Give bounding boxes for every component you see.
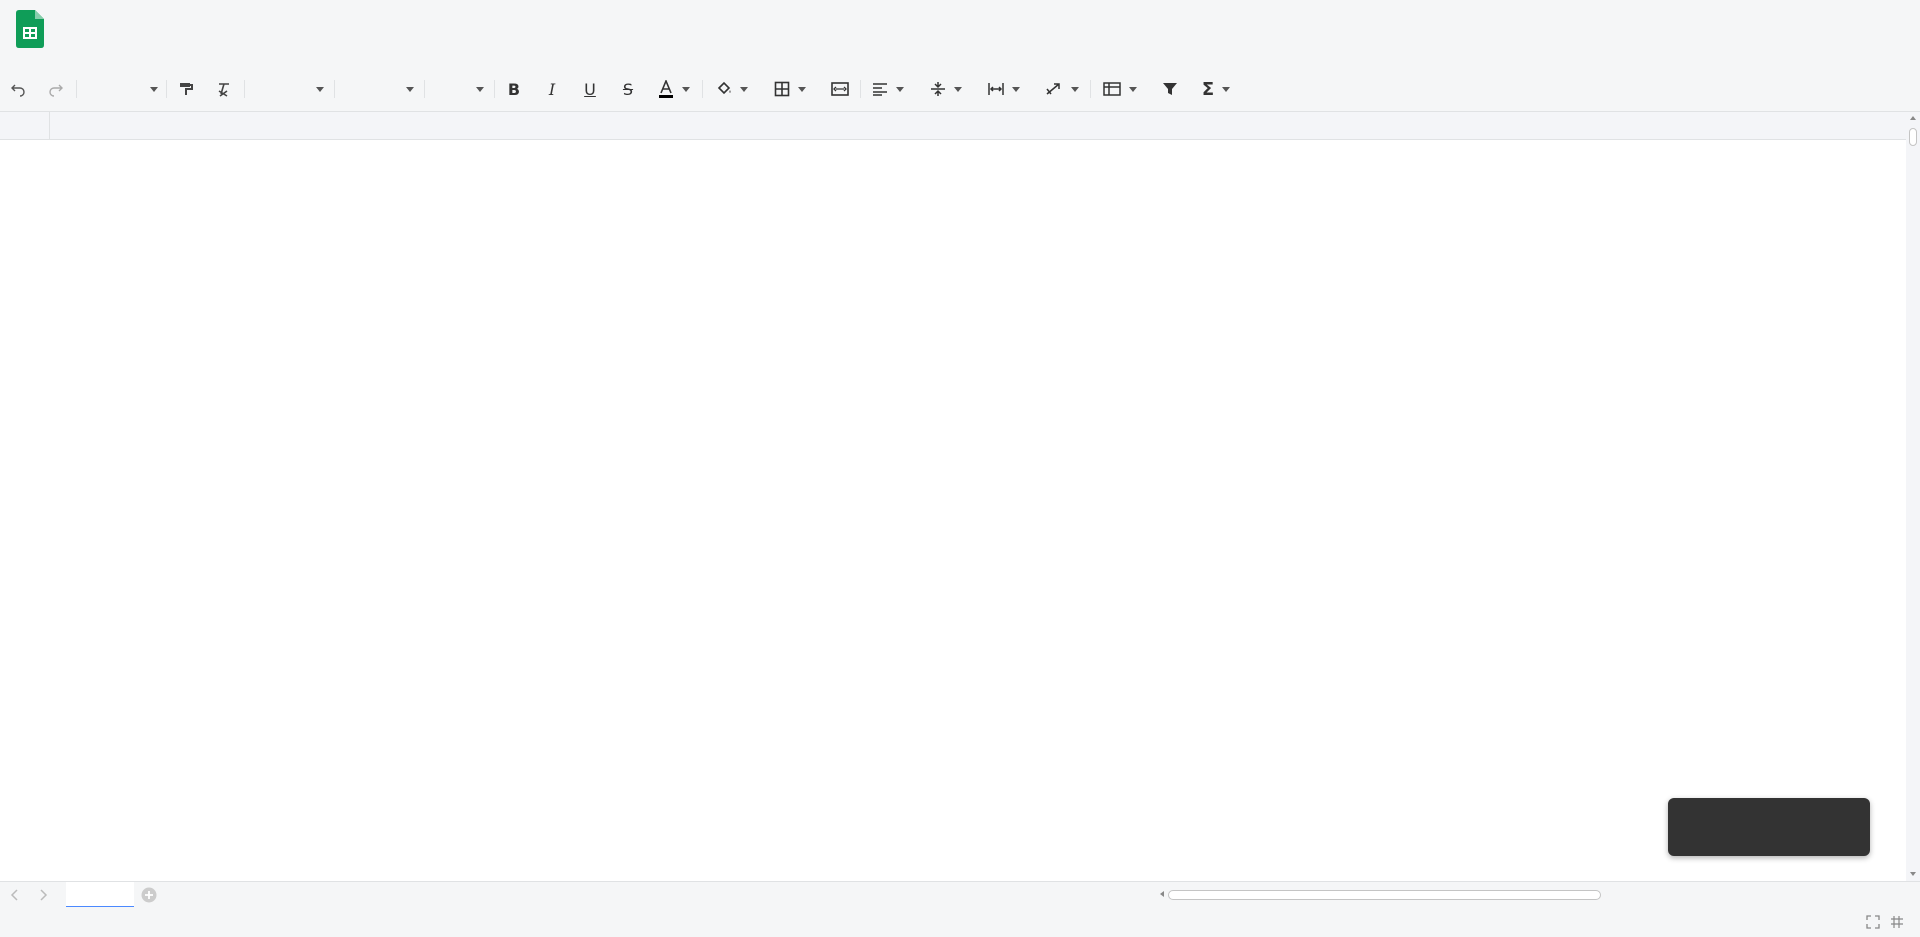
status-bar xyxy=(0,907,1920,937)
bold-icon[interactable]: B xyxy=(507,79,521,99)
spreadsheet-grid[interactable] xyxy=(0,112,1906,881)
text-color-icon[interactable] xyxy=(654,76,694,102)
scroll-up-icon[interactable] xyxy=(1909,114,1917,122)
sheet-tab-bar xyxy=(0,881,1920,907)
text-wrap-icon[interactable] xyxy=(984,76,1024,102)
fill-color-icon[interactable] xyxy=(712,76,752,102)
scroll-down-icon[interactable] xyxy=(1909,870,1917,878)
horizontal-scrollbar[interactable] xyxy=(1158,887,1908,901)
chevron-down-icon xyxy=(798,87,806,92)
border-icon[interactable] xyxy=(770,76,810,102)
horizontal-scroll-thumb[interactable] xyxy=(1168,890,1601,900)
valign-icon[interactable] xyxy=(926,76,966,102)
sheet-canvas[interactable] xyxy=(0,112,1906,881)
next-sheet-icon[interactable] xyxy=(38,889,48,901)
chevron-down-icon xyxy=(1222,87,1230,92)
version-toast[interactable] xyxy=(1668,798,1870,856)
paint-format-icon[interactable] xyxy=(174,76,198,102)
chevron-down-icon xyxy=(896,87,904,92)
filter-icon[interactable] xyxy=(1158,76,1182,102)
chevron-down-icon xyxy=(1012,87,1020,92)
select-all-corner[interactable] xyxy=(0,112,50,140)
underline-icon[interactable]: U xyxy=(584,79,596,99)
merge-icon[interactable] xyxy=(828,76,852,102)
font-family-select[interactable] xyxy=(338,76,416,102)
prev-sheet-icon[interactable] xyxy=(10,889,20,901)
chevron-down-icon xyxy=(1129,87,1137,92)
zoom-select[interactable] xyxy=(82,76,160,102)
chevron-down-icon xyxy=(954,87,962,92)
italic-icon[interactable]: I xyxy=(548,79,556,99)
function-icon[interactable]: Σ xyxy=(1196,76,1236,102)
chevron-down-icon xyxy=(406,87,414,92)
freeze-icon[interactable] xyxy=(1100,76,1140,102)
undo-icon[interactable] xyxy=(6,76,30,102)
chevron-down-icon xyxy=(740,87,748,92)
font-size-select[interactable] xyxy=(428,76,486,102)
vertical-scroll-thumb[interactable] xyxy=(1909,128,1917,146)
sheet-tab-chuku[interactable] xyxy=(66,882,134,908)
add-sheet-icon[interactable] xyxy=(141,887,157,903)
clear-format-icon[interactable] xyxy=(212,76,236,102)
number-format-select[interactable] xyxy=(248,76,326,102)
app-header xyxy=(0,0,1920,66)
chevron-down-icon xyxy=(476,87,484,92)
align-icon[interactable] xyxy=(868,76,908,102)
chevron-down-icon xyxy=(316,87,324,92)
gridlines-icon[interactable] xyxy=(1890,915,1904,929)
scroll-left-icon[interactable] xyxy=(1158,890,1166,898)
chevron-down-icon xyxy=(1071,87,1079,92)
text-rotate-icon[interactable] xyxy=(1042,76,1082,102)
fullscreen-icon[interactable] xyxy=(1866,915,1880,929)
sheets-logo-icon xyxy=(16,10,44,48)
chevron-down-icon xyxy=(150,87,158,92)
strikethrough-icon[interactable]: S xyxy=(622,79,634,99)
toolbar xyxy=(0,66,1920,112)
redo-icon[interactable] xyxy=(44,76,68,102)
chevron-down-icon xyxy=(682,87,690,92)
vertical-scrollbar[interactable] xyxy=(1906,112,1920,881)
column-header[interactable] xyxy=(0,112,1906,140)
